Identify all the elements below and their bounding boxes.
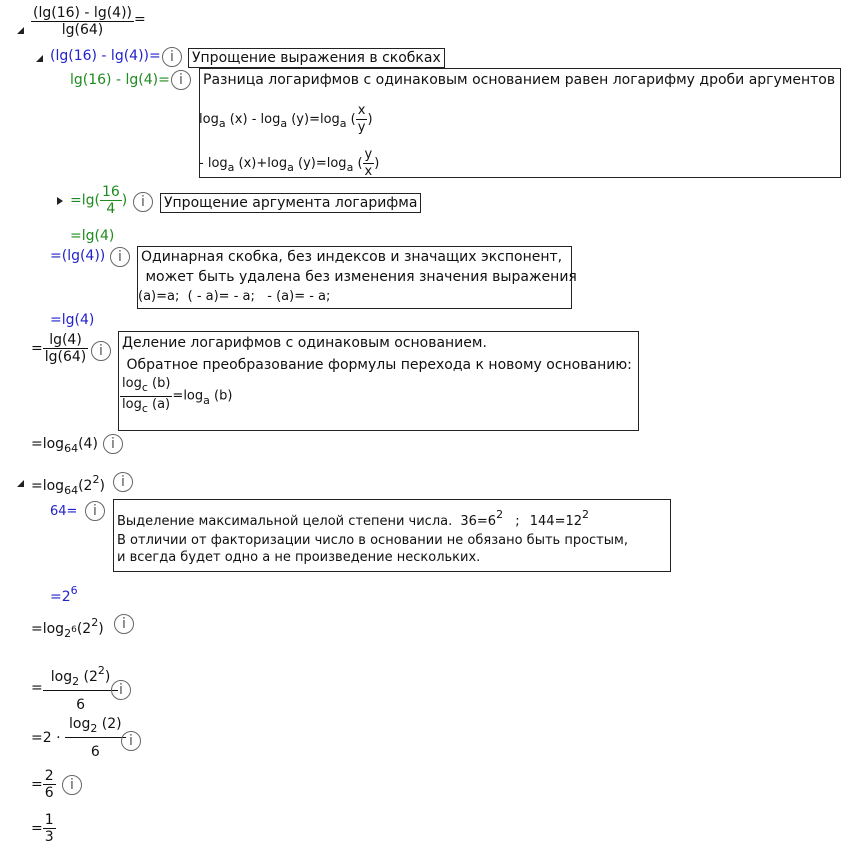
info-icon[interactable]: i xyxy=(113,472,133,492)
root-fraction xyxy=(31,5,134,38)
step-expression: = $\frac{\log_2 (2^2)}{6}$ xyxy=(31,663,118,713)
collapse-toggle-icon[interactable] xyxy=(36,55,43,62)
info-icon[interactable]: i xyxy=(110,247,130,267)
info-icon[interactable]: i xyxy=(162,47,182,67)
example-power: $144=12^2$ xyxy=(529,508,590,529)
expand-toggle-icon[interactable] xyxy=(57,197,63,205)
info-icon[interactable]: i xyxy=(111,680,131,700)
step-expression: $=\log_{64}(2^2)$ xyxy=(31,473,105,497)
info-icon[interactable]: i xyxy=(114,614,134,634)
root-expression xyxy=(31,5,146,38)
hint-box: Упрощение аргумента логарифма xyxy=(160,193,421,213)
step-expression: $=\log_{64}(4)$ xyxy=(31,436,98,455)
hint-box: Одинарная скобка, без индексов и значащих экспонент, может быть удалена без изменения значения выражения (a)=a; ( - a)= - a; - (a)= - a; xyxy=(137,246,572,309)
step-expression: =2 · $\frac{\log_2 (2)}{6}$ xyxy=(31,716,126,760)
step-expression: =lg(4) xyxy=(70,228,115,244)
collapse-toggle-icon[interactable] xyxy=(17,27,24,34)
info-icon[interactable]: i xyxy=(133,192,153,212)
info-icon[interactable]: i xyxy=(91,341,111,361)
info-icon[interactable]: i xyxy=(62,775,82,795)
final-result: = $\frac{1}{3}$ xyxy=(31,812,54,845)
step-expression: 64= xyxy=(50,504,78,519)
info-icon[interactable]: i xyxy=(121,731,141,751)
example-power: $36=6^2$ xyxy=(460,508,504,529)
collapse-toggle-icon[interactable] xyxy=(17,480,24,487)
equals-sign: = xyxy=(134,11,146,28)
hint-box xyxy=(199,68,841,178)
hint-box: Выделение максимальной целой степени числа. $36=6^2$ ; $144=12^2$ В отличии от факторизации число в основании не обязано быть простым, и всегда будет одно а не произведение нескольких. xyxy=(113,499,671,572)
hint-formula: - $\log_a (x)+\log_a$ $(y)=\log_a$ ( $\frac{y}{x}$ ) xyxy=(199,147,380,179)
hint-formula: $\log_a (x) - \log_a (y)=\log_a$ ( $\frac{x}{y}$ ) xyxy=(199,103,373,135)
hint-title: Разница логарифмов с одинаковым основанием равен логарифму дроби аргументов xyxy=(203,72,836,88)
step-expression: $=\log_{2^6}(2^2)$ xyxy=(31,616,104,640)
step-expression: =(lg(4)) xyxy=(50,248,106,264)
step-expression: lg(16) - lg(4)= xyxy=(70,72,170,88)
step-expression: =lg( $\frac{16}{4}$ ) xyxy=(70,184,128,217)
step-expression: =lg(4) xyxy=(50,312,95,328)
step-expression: = $\frac{2}{6}$ xyxy=(31,768,54,801)
info-icon[interactable]: i xyxy=(85,501,105,521)
step-expression: (lg(16) - lg(4))= xyxy=(50,48,161,64)
info-icon[interactable]: i xyxy=(103,434,123,454)
root-denominator: lg(64) xyxy=(61,22,104,38)
hint-formula: $\frac{\log_c (b)}{\log_c (a)}$ $=\log_a$ (b) xyxy=(122,376,233,415)
info-icon[interactable]: i xyxy=(171,70,191,90)
hint-box: Упрощение выражения в скобках xyxy=(188,48,445,68)
step-expression: $=2^6$ xyxy=(50,584,78,605)
step-expression: = $\frac{\lg(4)}{\lg(64)}$ xyxy=(31,332,87,365)
root-numerator: (lg(16) - lg(4)) xyxy=(33,5,132,21)
hint-box: Деление логарифмов с одинаковым основанием. Обратное преобразование формулы перехода к новому основанию: $\frac{\log_c (b)}{\log_c (a)}$ $=\log_a$ (b) xyxy=(118,331,639,431)
